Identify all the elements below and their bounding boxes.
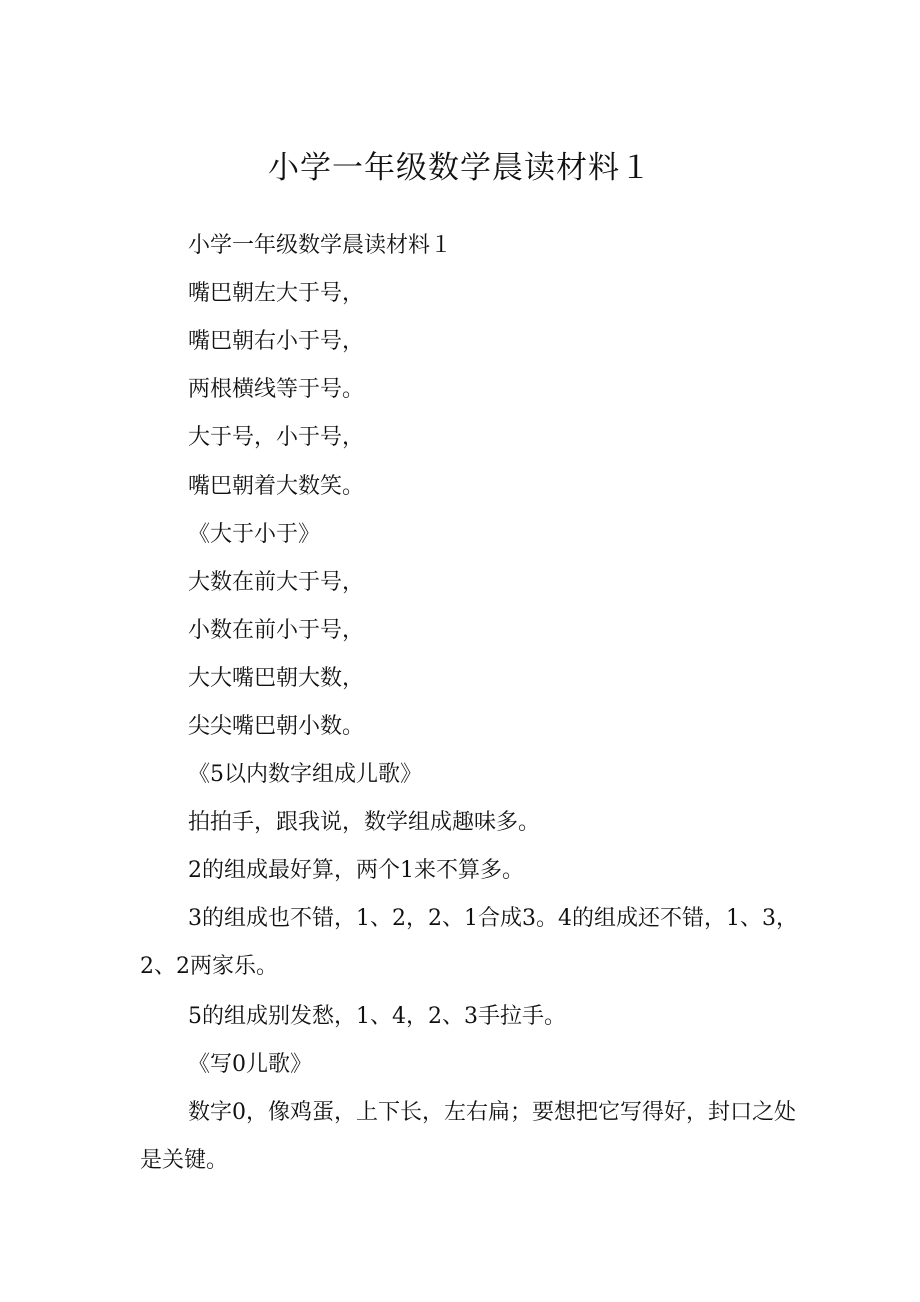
paragraph: 嘴巴朝左大于号， — [188, 281, 365, 306]
paragraph: 大大嘴巴朝大数， — [188, 666, 365, 691]
paragraph: 嘴巴朝着大数笑。 — [188, 474, 365, 499]
paragraph: 《5以内数字组成儿歌》 — [188, 762, 422, 787]
paragraph: 小学一年级数学晨读材料１ — [188, 233, 453, 258]
paragraph: 大数在前大于号， — [188, 570, 365, 595]
paragraph: 数字0，像鸡蛋，上下长，左右扁；要想把它写得好，封口之处是关键。 — [140, 1100, 796, 1173]
paragraph: 3的组成也不错，1、2，2、1合成3。4的组成还不错，1、3，2、2两家乐。 — [140, 906, 798, 979]
paragraph: 尖尖嘴巴朝小数。 — [188, 714, 365, 739]
paragraph: 大于号，小于号， — [188, 425, 365, 450]
document-title: 小学一年级数学晨读材料１ — [268, 150, 652, 186]
paragraph: 小数在前小于号， — [188, 618, 365, 643]
paragraph: 嘴巴朝右小于号， — [188, 329, 365, 354]
paragraph: 2的组成最好算，两个1来不算多。 — [188, 858, 524, 883]
paragraph: 两根横线等于号。 — [188, 377, 365, 402]
paragraph: 拍拍手，跟我说，数学组成趣味多。 — [188, 810, 541, 835]
paragraph: 《大于小于》 — [188, 522, 321, 547]
paragraph: 《写0儿歌》 — [188, 1052, 312, 1077]
paragraph: 5的组成别发愁，1、4，2、3手拉手。 — [188, 1004, 566, 1029]
